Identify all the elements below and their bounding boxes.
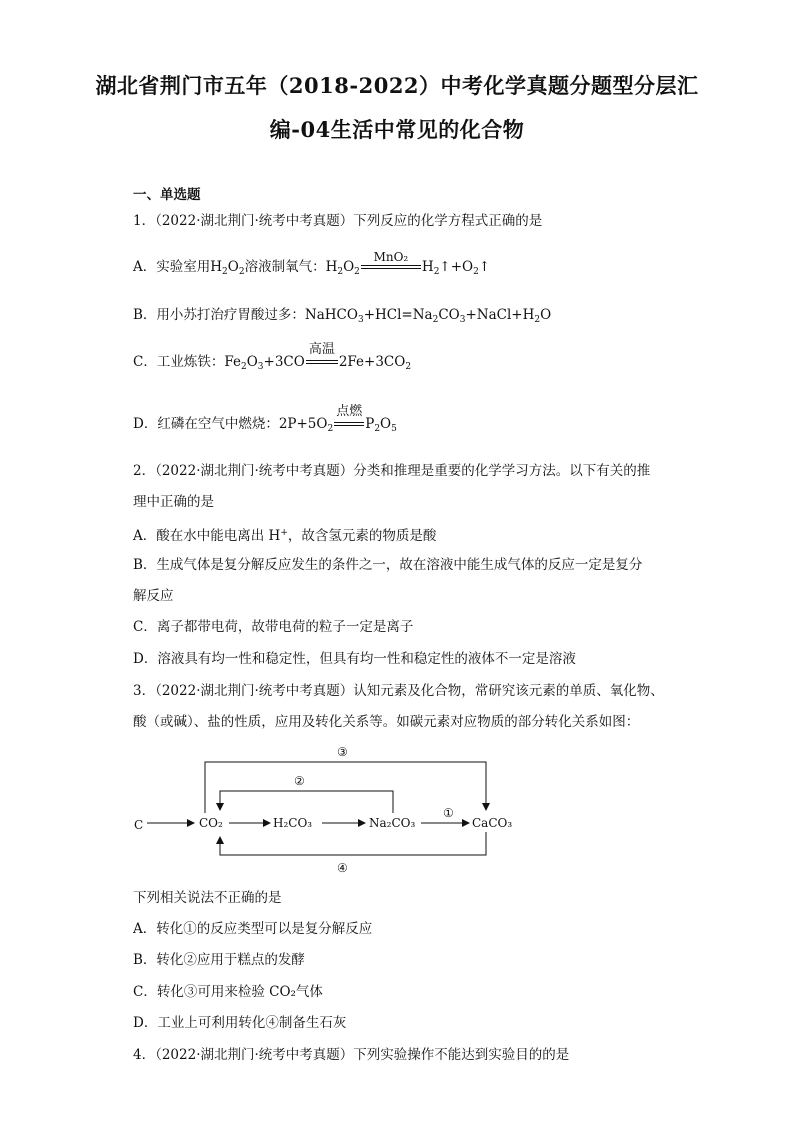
node-c: C xyxy=(134,818,144,832)
q1-option-b: B．用小苏打治疗胃酸过多：$NaHCO_3+HCl=Na_2CO_3+NaCl+H_2O$ xyxy=(133,307,552,325)
q1-c-cond-text: 高温 xyxy=(308,341,335,357)
node-caco3: CaCO₃ xyxy=(472,816,513,830)
q1-option-c: C．工业炼铁：$Fe_2O_3+3CO$ 高温 $2Fe+3CO_2$ xyxy=(133,341,412,372)
q1-option-d: D．红磷在空气中燃烧：$2P+5O_2$ 点燃 $P_2O_5$ xyxy=(133,403,397,434)
q2-a-part2: ，故含氢元素的物质是酸 xyxy=(287,528,437,544)
q1-d-prefix: D．红磷在空气中燃烧： xyxy=(133,416,279,432)
q1-b-prefix: B．用小苏打治疗胃酸过多： xyxy=(133,307,305,323)
q1-a-mid: 溶液制氧气： xyxy=(244,259,326,275)
q4-stem: 4．（2022·湖北荆门·统考中考真题）下列实验操作不能达到实验目的的是 xyxy=(133,1047,570,1063)
label-2: ② xyxy=(294,774,305,788)
q1-option-a: A．实验室用$H_2O_2$溶液制氧气：$H_2O_2$ MnO₂ $H_2↑+O_2↑$ xyxy=(133,249,491,277)
q2-option-a: A．酸在水中能电离出 H+，故含氢元素的物质是酸 xyxy=(133,528,437,544)
q3-stem-2: 酸（或碱）、盐的性质，应用及转化关系等。如碳元素对应物质的部分转化关系如图： xyxy=(133,714,640,730)
label-1: ① xyxy=(443,806,454,820)
q2-option-b-1: B．生成气体是复分解反应发生的条件之一，故在溶液中能生成气体的反应一定是复分 xyxy=(133,557,643,573)
q1-stem: 1．（2022·湖北荆门·统考中考真题）下列反应的化学方程式正确的是 xyxy=(133,213,543,229)
q1-a-prefix: A．实验室用 xyxy=(133,259,211,275)
node-co2: CO₂ xyxy=(199,816,223,830)
q2-stem-1: 2．（2022·湖北荆门·统考中考真题）分类和推理是重要的化学学习方法。以下有关的推 xyxy=(133,463,651,479)
q3-option-d: D．工业上可利用转化④制备生石灰 xyxy=(133,1015,347,1031)
node-na2co3: Na₂CO₃ xyxy=(369,816,416,830)
document-title-line1: 湖北省荆门市五年（2018-2022）中考化学真题分题型分层汇 xyxy=(95,73,699,98)
label-4: ④ xyxy=(337,861,348,875)
q3-option-b: B．转化②应用于糕点的发酵 xyxy=(133,952,305,968)
arrow-caco3-to-co2 xyxy=(220,832,486,855)
document-title-line2: 编-04生活中常见的化合物 xyxy=(269,117,525,142)
q1-c-prefix: C．工业炼铁： xyxy=(133,354,225,370)
q3-option-a: A．转化①的反应类型可以是复分解反应 xyxy=(133,921,373,937)
node-h2co3: H₂CO₃ xyxy=(273,816,313,830)
label-3: ③ xyxy=(337,745,348,759)
q2-option-c: C．离子都带电荷，故带电荷的粒子一定是离子 xyxy=(133,619,414,635)
section-heading: 一、单选题 xyxy=(133,187,201,203)
q2-a-part1: A．酸在水中能电离出 xyxy=(133,528,265,544)
arrow-na2co3-to-co2 xyxy=(220,791,393,813)
q3-option-c: C．转化③可用来检验 CO₂气体 xyxy=(133,984,323,1000)
q2-stem-2: 理中正确的是 xyxy=(133,494,214,510)
q2-option-b-2: 解反应 xyxy=(133,588,174,604)
q2-option-d: D．溶液具有均一性和稳定性，但具有均一性和稳定性的液体不一定是溶液 xyxy=(133,651,576,667)
q3-prompt: 下列相关说法不正确的是 xyxy=(133,890,282,906)
q1-a-cond-text: MnO₂ xyxy=(373,249,409,264)
q1-d-cond-text: 点燃 xyxy=(336,403,363,419)
q3-stem-1: 3．（2022·湖北荆门·统考中考真题）认知元素及化合物，常研究该元素的单质、氧化物、 xyxy=(133,683,664,699)
